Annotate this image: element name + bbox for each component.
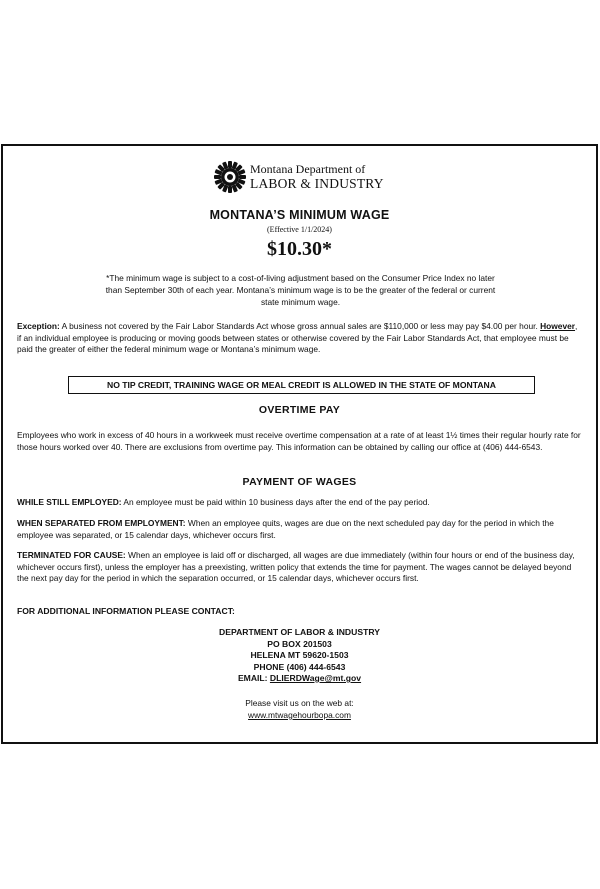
- still-employed-text: An employee must be paid within 10 business days after the end of the pay period.: [121, 497, 430, 507]
- exception-label: Exception:: [17, 321, 60, 331]
- still-employed-paragraph: [17, 497, 583, 509]
- separated-label: WHEN SEPARATED FROM EMPLOYMENT:: [17, 518, 186, 528]
- email-link[interactable]: DLIERDWage@mt.gov: [269, 673, 362, 683]
- wage-amount: $10.30*: [267, 238, 332, 260]
- terminated-paragraph: [17, 550, 583, 585]
- terminated-label: TERMINATED FOR CAUSE:: [17, 550, 126, 560]
- contact-phone: PHONE (406) 444-6543: [253, 661, 346, 672]
- overtime-paragraph: Employees who work in excess of 40 hours in a workweek must receive overtime compensation at a rate of at least 1½ times their regular hourly rate for those hours worked over 40. There are exclusions from overtime pay. This information can be obtained by calling our office at (406) 444-6543.: [17, 430, 581, 452]
- however-word: However: [540, 321, 576, 331]
- minimum-wage-poster: [1, 144, 598, 744]
- payment-heading: PAYMENT OF WAGES: [242, 476, 357, 488]
- separated-text: When an employee quits, wages are due on the next scheduled pay day for the period in which the employee was separated, or 15 calendar days, whichever occurs first.: [17, 518, 554, 540]
- logo-dept-line: Montana Department of: [250, 162, 366, 176]
- exception-text-1: A business not covered by the Fair Labor Standards Act whose gross annual sales are $110,000 or less may pay $4.00 per hour.: [59, 321, 541, 331]
- cog-seal-icon: [213, 160, 247, 194]
- separated-paragraph: [17, 518, 583, 541]
- page-title: MONTANA’S MINIMUM WAGE: [209, 208, 390, 222]
- contact-heading: FOR ADDITIONAL INFORMATION PLEASE CONTACT:: [17, 606, 235, 616]
- contact-dept: DEPARTMENT OF LABOR & INDUSTRY: [219, 627, 380, 637]
- web-block: [3, 697, 596, 721]
- effective-date: (Effective 1/1/2024): [267, 225, 332, 234]
- exception-text-2: , if an individual employee is producing or moving goods between states or otherwise covered by the Fair Labor Standards Act, that employee must be paid the greater of either the federal minimum wage or Montana’s minimum wage.: [17, 321, 578, 354]
- wage-footnote: *The minimum wage is subject to a cost-of-living adjustment based on the Consumer Price Index no later than September 30th of each year. Montana’s minimum wage is to be the greater of the federal or current state minimum wage.: [105, 273, 496, 307]
- web-line: Please visit us on the web at:: [245, 698, 354, 708]
- contact-city: HELENA MT 59620-1503: [250, 650, 349, 660]
- still-employed-label: WHILE STILL EMPLOYED:: [17, 497, 122, 507]
- overtime-heading: OVERTIME PAY: [258, 404, 341, 416]
- dli-logo: [213, 160, 388, 196]
- exception-paragraph: [17, 321, 583, 356]
- contact-block: [3, 627, 596, 685]
- web-url-link[interactable]: www.mtwagehourbopa.com: [248, 710, 351, 720]
- logo-name-line: LABOR & INDUSTRY: [250, 176, 384, 191]
- contact-po-box: PO BOX 201503: [267, 638, 332, 649]
- no-tip-credit-notice: NO TIP CREDIT, TRAINING WAGE OR MEAL CREDIT IS ALLOWED IN THE STATE OF MONTANA: [68, 376, 535, 394]
- contact-email-line: [3, 673, 596, 685]
- terminated-text: When an employee is laid off or discharged, all wages are due immediately (within four hours or end of the business day, whichever occurs first), unless the employer has a preexisting, written policy that extends the time for payment. The wages cannot be delayed beyond the next pay day for the period in which the separation occurred, or 15 calendar days, whichever occurs first.: [17, 550, 575, 583]
- email-label: EMAIL:: [237, 673, 270, 683]
